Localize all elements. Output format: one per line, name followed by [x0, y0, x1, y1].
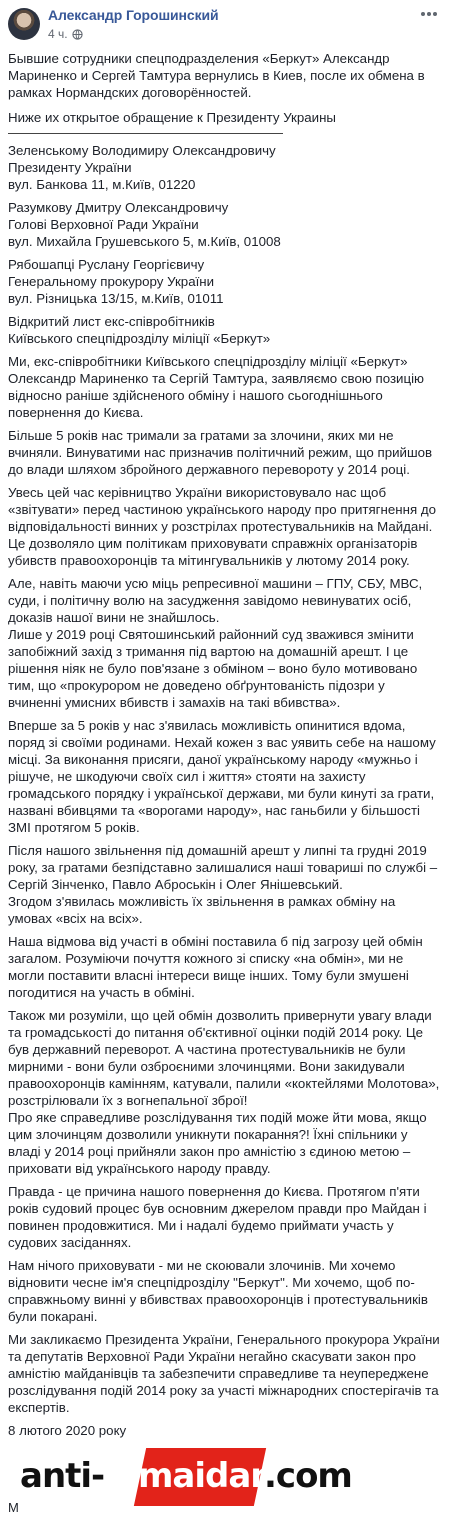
address-line: Разумкову Дмитру Олександровичу — [8, 200, 229, 215]
address-block-3 — [8, 256, 440, 307]
globe-icon — [72, 29, 83, 40]
watermark-middle-text: maidan — [138, 1456, 274, 1496]
address-block-1 — [8, 142, 440, 193]
letter-paragraph: Правда - це причина нашого повернення до Києва. Протягом п'яти років судовий процес був основним джерелом правди про Майдан і повинен продовжитися. Ми і надалі будемо приймати участь у судових засіданнях. — [8, 1184, 427, 1250]
post-meta — [48, 27, 83, 41]
letter-paragraph: Більше 5 років нас тримали за гратами за злочини, яких ми не вчиняли. Винуватими нас призначив політичний режим, що прийшов до влади шляхом збройного державного перевороту у 2014 році. — [8, 428, 433, 477]
letter-paragraph: Після нашого звільнення під домашній арешт у липні та грудні 2019 року, за гратами безпідставно залишалися наші товариші по службі – Сергій Зінченко, Павло Аброськін і Олег Янішевський. Згодом з'явилась можливість їх звільнення в рамках обміну на умовах «всіх на всіх». — [8, 843, 438, 926]
address-line: Голові Верховної Ради України — [8, 217, 199, 232]
site-watermark — [20, 1448, 352, 1506]
letter-date: 8 лютого 2020 року — [8, 1423, 127, 1438]
address-block-2 — [8, 199, 440, 250]
letter-paragraph: Вперше за 5 років у нас з'явилась можливість опинитися вдома, поряд зі своїми родинами. Нехай кожен з вас уявить себе на нашому місці. За виконання присяги, даної українському народу «мужньо і рішуче, не шкодуючи своїх сил і життя» стояти на захисту громадського порядку і української держави, ми були кинуті за грати, названі вбивцями та «ворогами народу», нас ганьбили у більшості ЗМІ протягом 5 років. — [8, 718, 436, 835]
address-line: Зеленському Володимиру Олександровичу — [8, 143, 276, 158]
letter-paragraph: Нам нічого приховувати - ми не скоювали злочинів. Ми хочемо відновити чесне ім'я спецпідрозділу "Беркут". Ми хочемо, щоб по-справжньому винні у вбивствах правоохоронців і протестувальників були покарані. — [8, 1258, 428, 1324]
letter-title — [8, 313, 440, 347]
separator-line — [8, 133, 283, 134]
author-avatar[interactable] — [8, 8, 40, 40]
letter-title-line: Відкритий лист екс-співробітників — [8, 314, 215, 329]
post-time[interactable]: 4 ч. — [48, 27, 68, 41]
cutoff-text: М — [8, 1500, 19, 1515]
address-line: Президенту України — [8, 160, 132, 175]
post-intro: Бывшие сотрудники спецподразделения «Беркут» Александр Мариненко и Сергей Тамтура вернулись в Киев, после их обмена в рамках Нормандских договорённостей. — [8, 51, 425, 100]
post-header — [0, 0, 449, 48]
letter-paragraph: Ми, екс-співробітники Київського спецпідрозділу міліції «Беркут» Олександр Мариненко та Сергій Тамтура, заявляємо свою позицію відносно раніше здійсненого обміну і нашого сьогоднішнього повернення до Києва. — [8, 354, 425, 420]
address-line: Рябошапці Руслану Георгієвичу — [8, 257, 205, 272]
letter-title-line: Київського спецпідрозділу міліції «Беркут» — [8, 331, 271, 346]
address-line: Генеральному прокурору України — [8, 274, 215, 289]
watermark-left-text: anti- — [20, 1456, 105, 1496]
post-intro-2: Ниже их открытое обращение к Президенту Украины — [8, 110, 336, 125]
letter-paragraph: Але, навіть маючи усю міць репресивної машини – ГПУ, СБУ, МВС, суди, і політичну волю на засудження завідомо невинуватих осіб, доказів нашої вини не знайшлось. Лише у 2019 році Святошинський районний суд зважився змінити запобіжний захід з тримання під вартою на домашній арешт. І це рішення ніяк не було пов'язане з обміном – воно було мотивовано тим, що «прокурором не доведено обґрунтованість підозри у вчиненні умисних вбивств і замахів на такі вбивства». — [8, 576, 423, 710]
address-line: вул. Михайла Грушевського 5, м.Київ, 01008 — [8, 234, 281, 249]
letter-paragraph: Наша відмова від участі в обміні поставила б під загрозу цей обмін загалом. Розуміючи почуття кожного зі списку «на обмін», ми не могли поставити власні інтереси вище інших. Тому були змушені погодитися на участь в обміні. — [8, 934, 423, 1000]
address-line: вул. Різницька 13/15, м.Київ, 01011 — [8, 291, 224, 306]
address-line: вул. Банкова 11, м.Київ, 01220 — [8, 177, 196, 192]
more-options-icon[interactable] — [419, 6, 439, 22]
post-content — [8, 50, 440, 1439]
letter-paragraph: Також ми розуміли, що цей обмін дозволить привернути увагу влади та громадськості до питання об'єктивної оцінки подій 2014 року. Це був державний переворот. А частина протестувальників не були мирними - вони були озброєними злочинцями. Вони закидували правоохоронців камінням, катували, палили «коктейлями Молотова», розстрілювали їх з вогнепальної зброї! Про яке справедливе розслідування тих подій може йти мова, якщо цим злочинцям дозволили уникнути покарання?! Їхні спільники у владі у 2014 році прийняли закон про амністію з єдиною метою – приховати від українського народу правду. — [8, 1008, 440, 1176]
letter-paragraph: Увесь цей час керівництво України використовувало нас щоб «звітувати» перед частиною українського народу про притягнення до відповідальності винних у розстрілах протестувальників на Майдані. Це дозволяло цим політикам приховувати справжніх організаторів убивств правоохоронців та мітингувальників у лютому 2014 року. — [8, 485, 436, 568]
watermark-right-text: .com — [264, 1456, 352, 1496]
author-name[interactable]: Александр Горошинский — [48, 7, 219, 23]
letter-paragraph: Ми закликаємо Президента України, Генерального прокурора України та депутатів Верховної Ради України негайно скасувати закон про амністію майданівців та забезпечити справедливе та неупереджене розслідування подій 2014 року за участі міжнародних спостерігачів та експертів. — [8, 1332, 440, 1415]
